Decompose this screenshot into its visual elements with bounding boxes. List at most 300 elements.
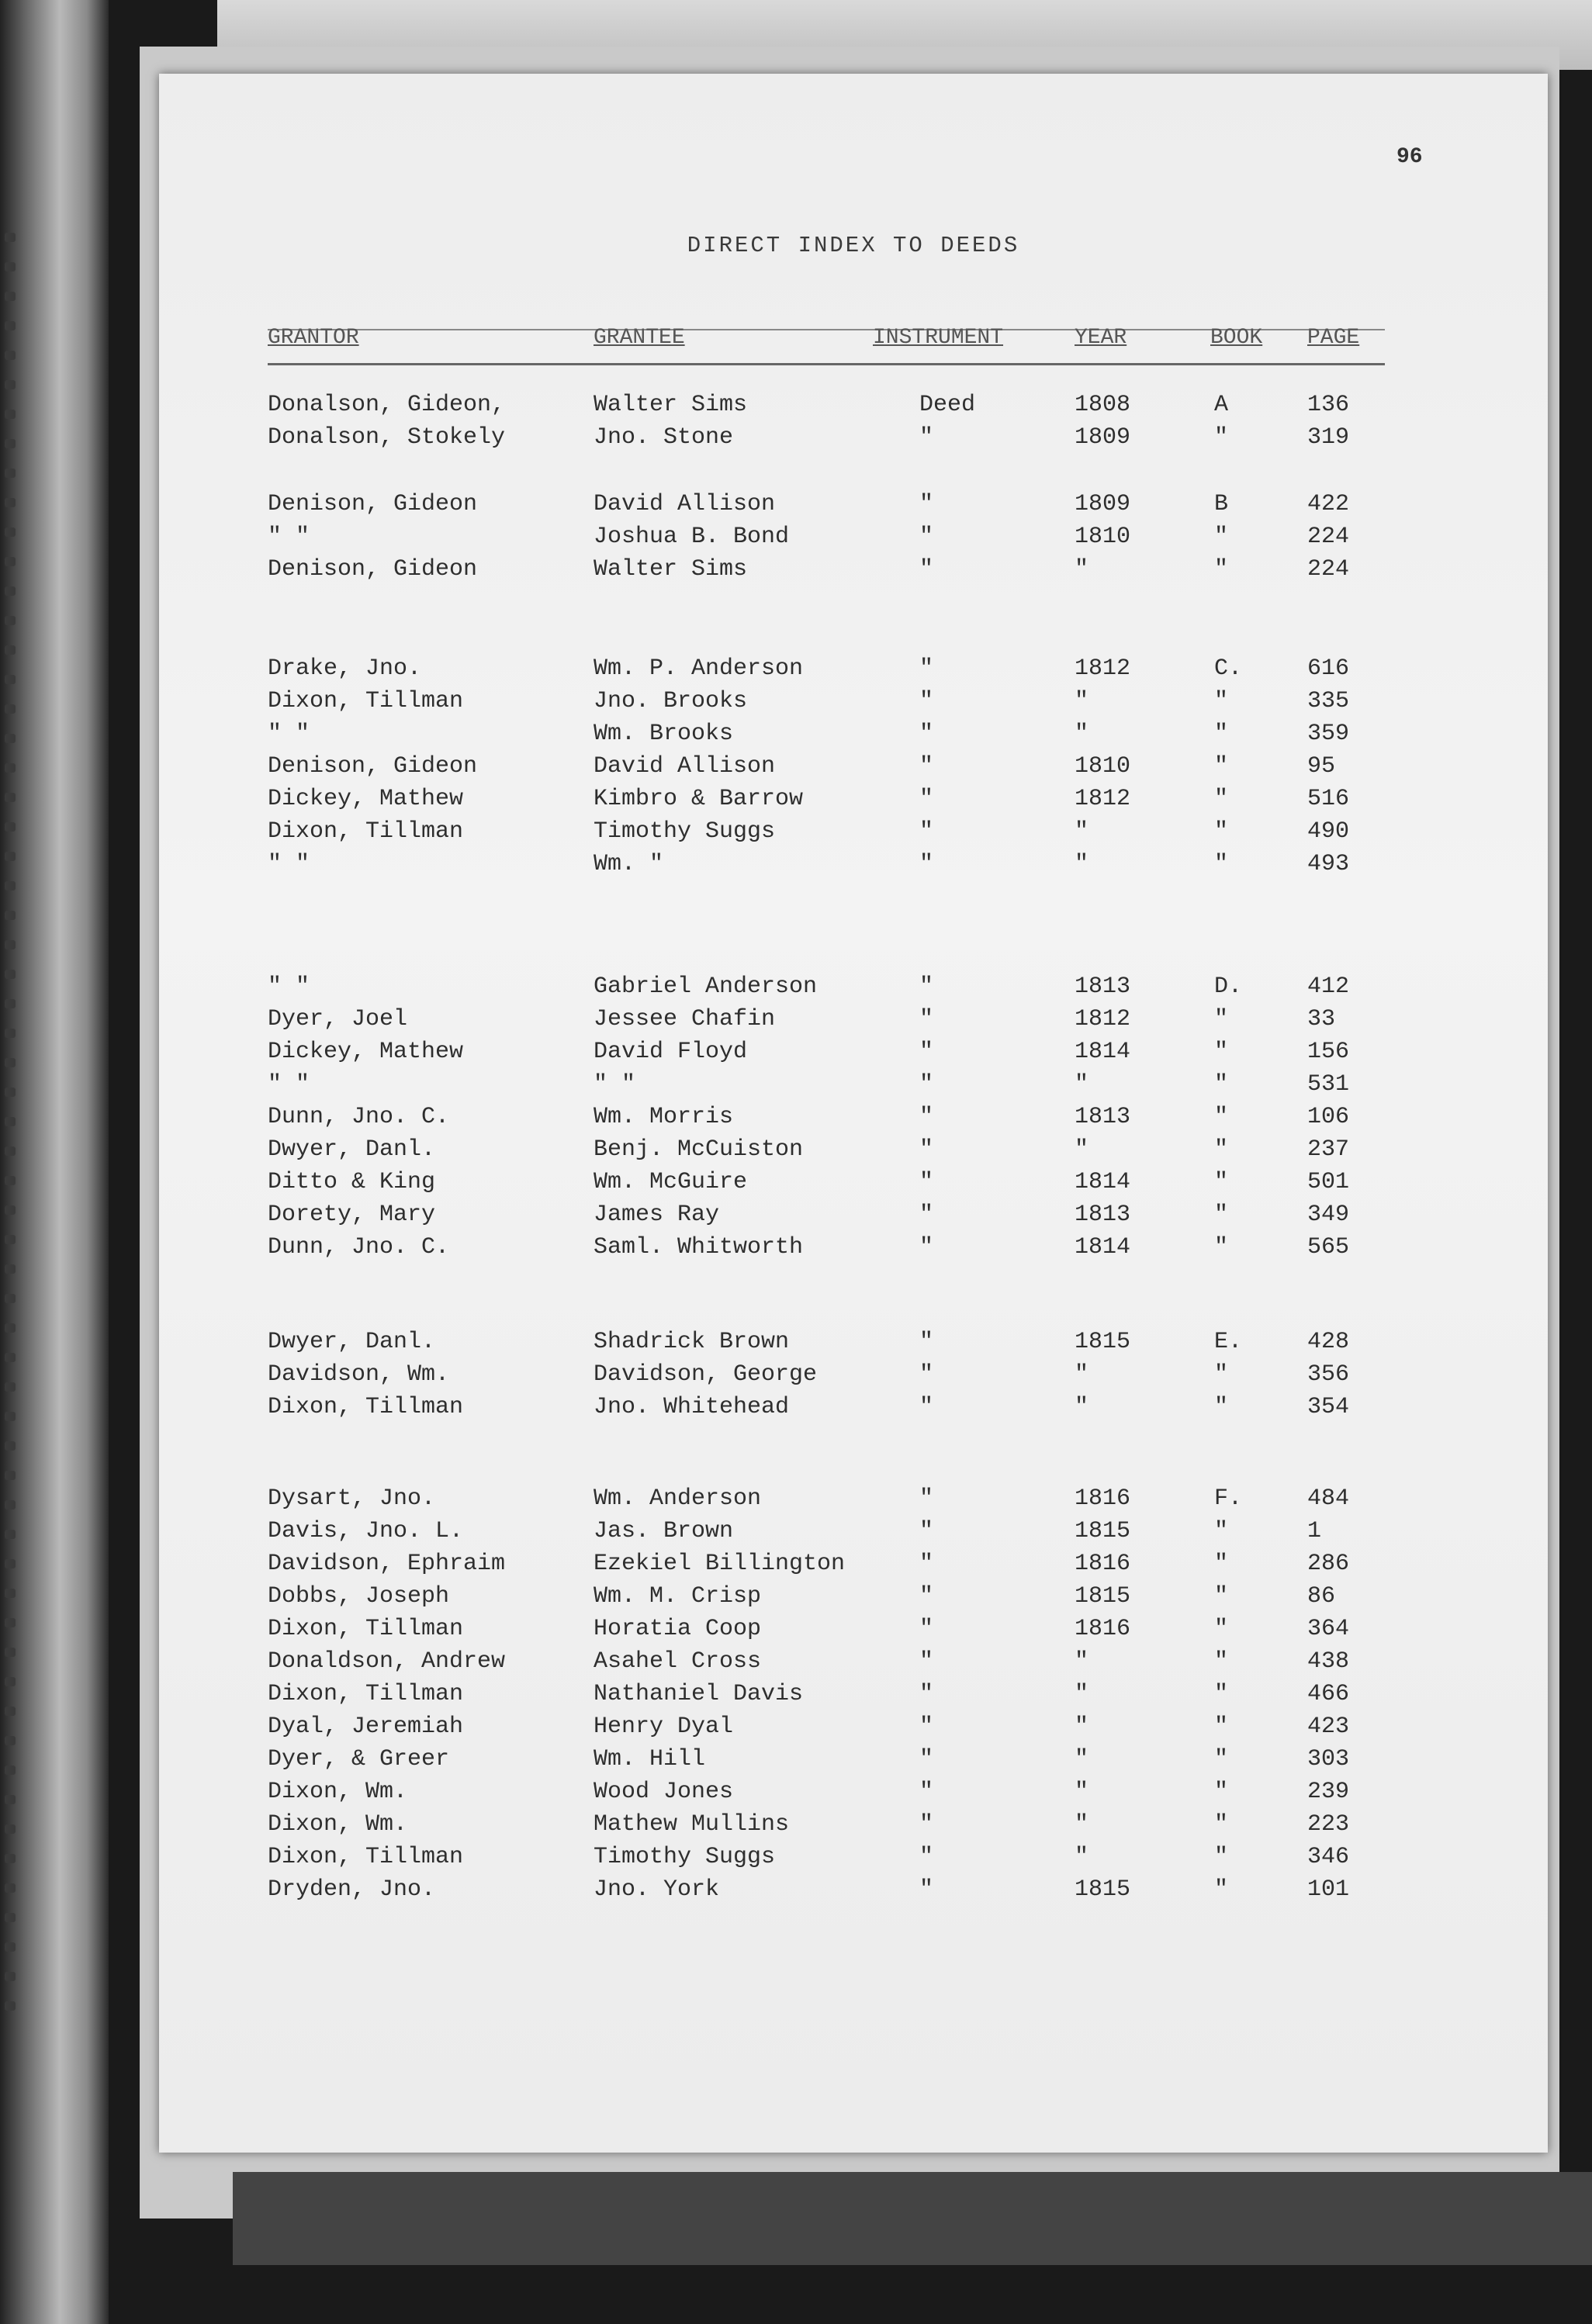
grantee-cell: Asahel Cross — [594, 1648, 762, 1675]
instrument-cell: " — [919, 1169, 934, 1195]
table-row — [159, 491, 1478, 522]
instrument-cell: " — [919, 1136, 934, 1163]
edge-mark — [5, 292, 16, 301]
grantor-cell: Drake, Jno. — [268, 655, 422, 682]
edge-mark — [5, 999, 16, 1008]
grantor-cell: " " — [268, 1071, 310, 1098]
edge-mark — [5, 1029, 16, 1038]
year-cell: " — [1075, 1746, 1089, 1772]
year-cell: 1815 — [1075, 1876, 1131, 1903]
table-row — [159, 1551, 1478, 1582]
grantor-cell: Dunn, Jno. C. — [268, 1104, 450, 1130]
book-cell: A — [1214, 392, 1229, 418]
edge-mark — [5, 1176, 16, 1185]
header-book: BOOK — [1210, 326, 1263, 350]
grantor-cell: " " — [268, 851, 310, 877]
book-cell: " — [1214, 1234, 1229, 1261]
page-cell: 364 — [1307, 1616, 1350, 1642]
table-row — [159, 524, 1478, 555]
grantee-cell: Timothy Suggs — [594, 1844, 776, 1870]
year-cell: " — [1075, 1648, 1089, 1675]
grantor-cell: Dwyer, Danl. — [268, 1329, 436, 1355]
year-cell: 1816 — [1075, 1485, 1131, 1512]
book-cell: F. — [1214, 1485, 1243, 1512]
instrument-cell: " — [919, 1485, 934, 1512]
grantee-cell: Jessee Chafin — [594, 1006, 776, 1032]
edge-mark — [5, 1500, 16, 1510]
grantee-cell: Wm. Hill — [594, 1746, 706, 1772]
grantor-cell: Dixon, Tillman — [268, 1394, 464, 1420]
page-cell: 423 — [1307, 1714, 1350, 1740]
table-row — [159, 818, 1478, 849]
page-cell: 565 — [1307, 1234, 1350, 1261]
adjacent-page-edge — [0, 0, 109, 2324]
grantor-cell: Dixon, Wm. — [268, 1811, 408, 1838]
grantor-cell: Dyal, Jeremiah — [268, 1714, 464, 1740]
year-cell: 1809 — [1075, 424, 1131, 451]
grantor-cell: Davidson, Ephraim — [268, 1551, 506, 1577]
instrument-cell: " — [919, 818, 934, 845]
edge-mark — [5, 1824, 16, 1834]
book-cell: " — [1214, 1104, 1229, 1130]
edge-mark — [5, 1854, 16, 1863]
header-bottom-rule — [268, 363, 1385, 365]
book-cell: " — [1214, 1518, 1229, 1544]
instrument-cell: " — [919, 655, 934, 682]
table-row — [159, 556, 1478, 587]
instrument-cell: " — [919, 1844, 934, 1870]
grantee-cell: Ezekiel Billington — [594, 1551, 846, 1577]
instrument-cell: " — [919, 1583, 934, 1610]
grantor-cell: Dwyer, Danl. — [268, 1136, 436, 1163]
page-cell: 466 — [1307, 1681, 1350, 1707]
table-row — [159, 392, 1478, 423]
page-cell: 516 — [1307, 786, 1350, 812]
grantee-cell: Wm. Morris — [594, 1104, 734, 1130]
header-grantee: GRANTEE — [594, 326, 685, 350]
year-cell: 1812 — [1075, 1006, 1131, 1032]
instrument-cell: " — [919, 974, 934, 1000]
edge-mark — [5, 1088, 16, 1097]
page-cell: 303 — [1307, 1746, 1350, 1772]
page-cell: 616 — [1307, 655, 1350, 682]
grantee-cell: " " — [594, 1071, 636, 1098]
page-cell: 106 — [1307, 1104, 1350, 1130]
edge-mark — [5, 645, 16, 655]
edge-mark — [5, 911, 16, 920]
grantor-cell: " " — [268, 524, 310, 550]
edge-mark — [5, 527, 16, 537]
instrument-cell: " — [919, 524, 934, 550]
grantor-cell: Dixon, Tillman — [268, 688, 464, 714]
edge-mark — [5, 2001, 16, 2011]
grantee-cell: Horatia Coop — [594, 1616, 762, 1642]
instrument-cell: " — [919, 1876, 934, 1903]
grantee-cell: Jas. Brown — [594, 1518, 734, 1544]
table-row — [159, 721, 1478, 752]
page-cell: 1 — [1307, 1518, 1322, 1544]
instrument-cell: " — [919, 1681, 934, 1707]
year-cell: " — [1075, 1844, 1089, 1870]
year-cell: 1815 — [1075, 1518, 1131, 1544]
page-cell: 428 — [1307, 1329, 1350, 1355]
grantor-cell: Dyer, Joel — [268, 1006, 408, 1032]
table-row — [159, 1518, 1478, 1549]
table-row — [159, 1844, 1478, 1875]
edge-mark — [5, 734, 16, 743]
grantee-cell: Kimbro & Barrow — [594, 786, 804, 812]
year-cell: " — [1075, 1714, 1089, 1740]
grantor-cell: Dysart, Jno. — [268, 1485, 436, 1512]
grantee-cell: Walter Sims — [594, 556, 748, 583]
grantor-cell: Dickey, Mathew — [268, 1039, 464, 1065]
table-row — [159, 1136, 1478, 1167]
edge-mark — [5, 1323, 16, 1333]
page-cell: 286 — [1307, 1551, 1350, 1577]
grantee-cell: Walter Sims — [594, 392, 748, 418]
edge-mark — [5, 881, 16, 891]
document-page — [159, 74, 1548, 2153]
grantee-cell: David Allison — [594, 753, 776, 780]
year-cell: 1810 — [1075, 753, 1131, 780]
grantor-cell: Donaldson, Andrew — [268, 1648, 506, 1675]
instrument-cell: Deed — [919, 392, 976, 418]
grantee-cell: Wm. McGuire — [594, 1169, 748, 1195]
year-cell: 1815 — [1075, 1583, 1131, 1610]
grantee-cell: Joshua B. Bond — [594, 524, 790, 550]
instrument-cell: " — [919, 1234, 934, 1261]
page-cell: 237 — [1307, 1136, 1350, 1163]
edge-mark — [5, 940, 16, 949]
grantee-cell: Mathew Mullins — [594, 1811, 790, 1838]
year-cell: " — [1075, 1394, 1089, 1420]
edge-mark — [5, 1913, 16, 1922]
book-cell: " — [1214, 1394, 1229, 1420]
year-cell: 1813 — [1075, 1104, 1131, 1130]
instrument-cell: " — [919, 1071, 934, 1098]
book-cell: " — [1214, 1681, 1229, 1707]
instrument-cell: " — [919, 1202, 934, 1228]
instrument-cell: " — [919, 1394, 934, 1420]
edge-mark — [5, 852, 16, 861]
year-cell: " — [1075, 556, 1089, 583]
edge-mark — [5, 1058, 16, 1067]
table-row — [159, 1234, 1478, 1265]
instrument-cell: " — [919, 851, 934, 877]
book-cell: " — [1214, 1202, 1229, 1228]
edge-mark — [5, 1353, 16, 1362]
book-cell: " — [1214, 688, 1229, 714]
edge-mark — [5, 1736, 16, 1745]
edge-mark — [5, 704, 16, 714]
grantee-cell: Jno. York — [594, 1876, 720, 1903]
page-cell: 136 — [1307, 392, 1350, 418]
year-cell: " — [1075, 1361, 1089, 1388]
year-cell: 1815 — [1075, 1329, 1131, 1355]
grantee-cell: Nathaniel Davis — [594, 1681, 804, 1707]
edge-mark — [5, 262, 16, 271]
grantee-cell: David Allison — [594, 491, 776, 517]
book-cell: " — [1214, 556, 1229, 583]
edge-mark — [5, 1942, 16, 1952]
edge-mark — [5, 410, 16, 419]
page-cell: 349 — [1307, 1202, 1350, 1228]
instrument-cell: " — [919, 1006, 934, 1032]
page-cell: 354 — [1307, 1394, 1350, 1420]
grantee-cell: Wm. Anderson — [594, 1485, 762, 1512]
page-cell: 223 — [1307, 1811, 1350, 1838]
table-row — [159, 424, 1478, 455]
year-cell: 1816 — [1075, 1551, 1131, 1577]
instrument-cell: " — [919, 556, 934, 583]
grantor-cell: Dyer, & Greer — [268, 1746, 450, 1772]
instrument-cell: " — [919, 1518, 934, 1544]
edge-mark — [5, 1883, 16, 1893]
book-cell: C. — [1214, 655, 1243, 682]
table-row — [159, 1616, 1478, 1647]
year-cell: 1814 — [1075, 1039, 1131, 1065]
page-cell: 501 — [1307, 1169, 1350, 1195]
book-cell: " — [1214, 1136, 1229, 1163]
grantee-cell: Wm. " — [594, 851, 664, 877]
header-instrument: INSTRUMENT — [873, 326, 1004, 350]
grantor-cell: Dobbs, Joseph — [268, 1583, 450, 1610]
page-cell: 484 — [1307, 1485, 1350, 1512]
book-cell: " — [1214, 1876, 1229, 1903]
edge-mark — [5, 1205, 16, 1215]
table-row — [159, 1681, 1478, 1712]
instrument-cell: " — [919, 688, 934, 714]
book-cell: " — [1214, 786, 1229, 812]
book-cell: " — [1214, 1714, 1229, 1740]
grantee-cell: Davidson, George — [594, 1361, 818, 1388]
grantee-cell: Jno. Stone — [594, 424, 734, 451]
edge-mark — [5, 1264, 16, 1274]
page-cell: 224 — [1307, 556, 1350, 583]
table-row — [159, 1329, 1478, 1360]
edge-mark — [5, 1559, 16, 1568]
table-row — [159, 1104, 1478, 1135]
page-cell: 239 — [1307, 1779, 1350, 1805]
grantor-cell: Donalson, Stokely — [268, 424, 506, 451]
table-row — [159, 1039, 1478, 1070]
instrument-cell: " — [919, 1746, 934, 1772]
book-cell: " — [1214, 1071, 1229, 1098]
grantor-cell: Dixon, Tillman — [268, 1844, 464, 1870]
table-row — [159, 1394, 1478, 1425]
page-cell: 86 — [1307, 1583, 1336, 1610]
edge-mark — [5, 763, 16, 773]
edge-mark — [5, 557, 16, 566]
book-cell: " — [1214, 851, 1229, 877]
instrument-cell: " — [919, 721, 934, 747]
book-cell: E. — [1214, 1329, 1243, 1355]
instrument-cell: " — [919, 1648, 934, 1675]
edge-mark — [5, 1589, 16, 1598]
grantee-cell: Gabriel Anderson — [594, 974, 818, 1000]
grantee-cell: Jno. Whitehead — [594, 1394, 790, 1420]
grantor-cell: Dunn, Jno. C. — [268, 1234, 450, 1261]
grantor-cell: " " — [268, 974, 310, 1000]
book-cell: " — [1214, 721, 1229, 747]
edge-mark — [5, 1677, 16, 1686]
instrument-cell: " — [919, 1714, 934, 1740]
grantor-cell: Dryden, Jno. — [268, 1876, 436, 1903]
page-cell: 490 — [1307, 818, 1350, 845]
page-cell: 422 — [1307, 491, 1350, 517]
edge-mark — [5, 1146, 16, 1156]
grantee-cell: Wood Jones — [594, 1779, 734, 1805]
edge-mark — [5, 822, 16, 832]
page-cell: 33 — [1307, 1006, 1336, 1032]
year-cell: 1812 — [1075, 786, 1131, 812]
grantor-cell: Davis, Jno. L. — [268, 1518, 464, 1544]
instrument-cell: " — [919, 786, 934, 812]
year-cell: 1814 — [1075, 1234, 1131, 1261]
scanner-bottom-edge — [233, 2172, 1592, 2265]
book-cell: " — [1214, 1616, 1229, 1642]
year-cell: 1810 — [1075, 524, 1131, 550]
edge-mark — [5, 380, 16, 389]
grantor-cell: Dixon, Tillman — [268, 1681, 464, 1707]
page-number: 96 — [1396, 145, 1423, 169]
table-row — [159, 1361, 1478, 1392]
page-cell: 493 — [1307, 851, 1350, 877]
instrument-cell: " — [919, 1779, 934, 1805]
page-cell: 156 — [1307, 1039, 1350, 1065]
instrument-cell: " — [919, 491, 934, 517]
grantor-cell: Denison, Gideon — [268, 753, 478, 780]
edge-mark — [5, 1795, 16, 1804]
edge-mark — [5, 1382, 16, 1392]
edge-mark — [5, 469, 16, 478]
table-row — [159, 1746, 1478, 1777]
book-cell: " — [1214, 1811, 1229, 1838]
table-row — [159, 851, 1478, 882]
grantee-cell: Shadrick Brown — [594, 1329, 790, 1355]
edge-mark — [5, 1530, 16, 1539]
page-cell: 346 — [1307, 1844, 1350, 1870]
grantee-cell: Saml. Whitworth — [594, 1234, 804, 1261]
edge-mark — [5, 1471, 16, 1480]
header-year: YEAR — [1075, 326, 1127, 350]
book-cell: " — [1214, 1169, 1229, 1195]
header-page: PAGE — [1307, 326, 1360, 350]
table-row — [159, 786, 1478, 817]
edge-mark — [5, 1618, 16, 1627]
grantor-cell: Dixon, Tillman — [268, 1616, 464, 1642]
page-cell: 319 — [1307, 424, 1350, 451]
book-cell: " — [1214, 1551, 1229, 1577]
edge-mark — [5, 793, 16, 802]
table-row — [159, 1006, 1478, 1037]
edge-mark — [5, 1648, 16, 1657]
table-row — [159, 1876, 1478, 1907]
table-row — [159, 688, 1478, 719]
table-row — [159, 1071, 1478, 1102]
edge-mark — [5, 1972, 16, 1981]
year-cell: " — [1075, 818, 1089, 845]
book-cell: " — [1214, 524, 1229, 550]
grantor-cell: Denison, Gideon — [268, 556, 478, 583]
book-cell: B — [1214, 491, 1229, 517]
page-cell: 356 — [1307, 1361, 1350, 1388]
grantor-cell: Dixon, Wm. — [268, 1779, 408, 1805]
page-cell: 412 — [1307, 974, 1350, 1000]
year-cell: " — [1075, 1136, 1089, 1163]
book-cell: " — [1214, 1746, 1229, 1772]
year-cell: 1816 — [1075, 1616, 1131, 1642]
year-cell: " — [1075, 688, 1089, 714]
grantee-cell: Henry Dyal — [594, 1714, 734, 1740]
grantor-cell: Donalson, Gideon, — [268, 392, 506, 418]
year-cell: " — [1075, 1681, 1089, 1707]
year-cell: 1808 — [1075, 392, 1131, 418]
edge-mark — [5, 1707, 16, 1716]
grantee-cell: Wm. M. Crisp — [594, 1583, 762, 1610]
instrument-cell: " — [919, 1361, 934, 1388]
edge-mark — [5, 233, 16, 242]
grantee-cell: James Ray — [594, 1202, 720, 1228]
year-cell: 1813 — [1075, 974, 1131, 1000]
instrument-cell: " — [919, 1551, 934, 1577]
year-cell: " — [1075, 1071, 1089, 1098]
edge-mark — [5, 498, 16, 507]
grantor-cell: Ditto & King — [268, 1169, 436, 1195]
instrument-cell: " — [919, 1811, 934, 1838]
edge-mark — [5, 1441, 16, 1451]
edge-mark — [5, 616, 16, 625]
year-cell: " — [1075, 851, 1089, 877]
year-cell: " — [1075, 1779, 1089, 1805]
table-row — [159, 1811, 1478, 1842]
table-row — [159, 1485, 1478, 1516]
grantor-cell: Dickey, Mathew — [268, 786, 464, 812]
edge-mark — [5, 439, 16, 448]
edge-mark — [5, 1294, 16, 1303]
book-cell: " — [1214, 1648, 1229, 1675]
edge-mark — [5, 586, 16, 596]
book-cell: " — [1214, 1361, 1229, 1388]
book-cell: D. — [1214, 974, 1243, 1000]
table-row — [159, 655, 1478, 686]
grantor-cell: Dixon, Tillman — [268, 818, 464, 845]
table-row — [159, 1779, 1478, 1810]
page-cell: 101 — [1307, 1876, 1350, 1903]
instrument-cell: " — [919, 424, 934, 451]
grantee-cell: David Floyd — [594, 1039, 748, 1065]
table-row — [159, 1583, 1478, 1614]
edge-mark — [5, 675, 16, 684]
edge-mark — [5, 1412, 16, 1421]
year-cell: 1814 — [1075, 1169, 1131, 1195]
grantee-cell: Jno. Brooks — [594, 688, 748, 714]
book-cell: " — [1214, 1583, 1229, 1610]
instrument-cell: " — [919, 1329, 934, 1355]
book-cell: " — [1214, 1006, 1229, 1032]
grantee-cell: Wm. P. Anderson — [594, 655, 804, 682]
instrument-cell: " — [919, 753, 934, 780]
grantor-cell: Dorety, Mary — [268, 1202, 436, 1228]
page-title: DIRECT INDEX TO DEEDS — [687, 233, 1020, 258]
instrument-cell: " — [919, 1616, 934, 1642]
grantor-cell: Denison, Gideon — [268, 491, 478, 517]
instrument-cell: " — [919, 1104, 934, 1130]
page-cell: 359 — [1307, 721, 1350, 747]
year-cell: 1813 — [1075, 1202, 1131, 1228]
year-cell: " — [1075, 1811, 1089, 1838]
grantee-cell: Wm. Brooks — [594, 721, 734, 747]
